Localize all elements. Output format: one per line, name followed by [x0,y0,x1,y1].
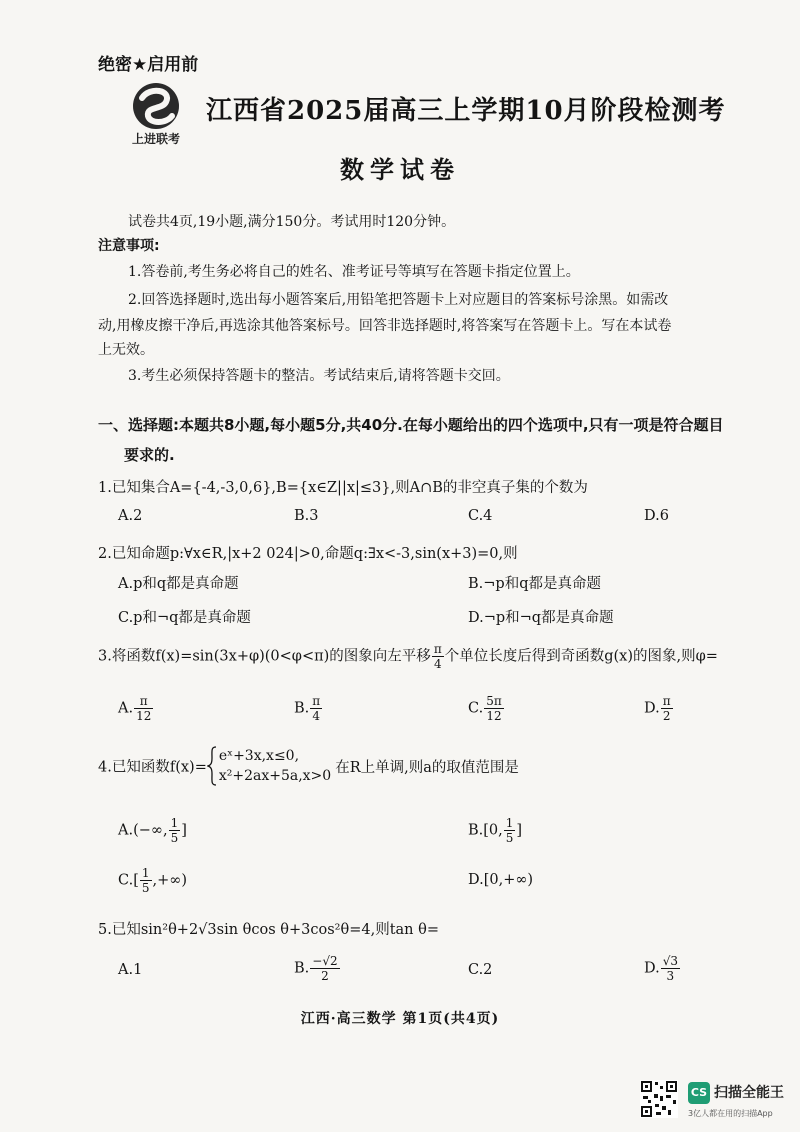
q2-option-c: C.p和¬q都是真命题 [118,610,251,626]
fraction-denominator: 5 [505,831,514,845]
option-label: B. [294,700,310,717]
option-label: D. [644,960,660,977]
option-fraction [661,694,673,723]
q2-option-a: A.p和q都是真命题 [118,576,239,592]
qr-code-icon [640,1080,678,1118]
q2-option-b: B.¬p和q都是真命题 [468,576,601,592]
q3-shift-fraction [432,642,444,671]
q4-stem-part-b: 在R上单调,则a的取值范围是 [335,759,519,776]
fraction-denominator: 12 [136,709,152,723]
interval-close: ] [516,822,523,839]
fraction-denominator: 2 [662,709,671,723]
section-heading: 一、选择题:本题共8小题,每小题5分,共40分.在每小题给出的四个选项中,只有一项是符合题目 [98,416,724,434]
fraction-denominator: 3 [666,969,675,983]
fraction-denominator: 2 [321,969,329,983]
option-label: A. [118,700,134,717]
q3-stem-part-b: 个单位长度后得到奇函数g(x)的图象,则φ= [444,648,718,665]
q4-option-d: D.[0,+∞) [468,872,534,888]
question-1-stem: 1.已知集合A={-4,-3,0,6},B={x∈Z||x|≤3},则A∩B的非空真子集的个数为 [98,480,588,496]
q5-option-d [644,954,681,983]
logo-text: 上进联考 [131,132,180,146]
question-3-stem [98,642,718,671]
piecewise-case-1: eˣ+3x,x≤0, [218,748,300,764]
fraction-numerator: π [433,642,442,656]
exam-logo [120,80,192,150]
option-label: C. [118,872,134,889]
fraction-numerator: 1 [141,866,150,880]
scanner-app-name: 扫描全能王 [714,1085,784,1101]
fraction-numerator: π [312,694,321,708]
fraction-numerator: 1 [170,816,179,830]
left-brace-icon [207,746,217,786]
q1-option-c: C.4 [468,508,493,524]
q2-option-d: D.¬p和¬q都是真命题 [468,610,614,626]
q3-option-a [118,694,154,723]
scanner-tagline: 3亿人都在用的扫描App [688,1109,773,1118]
q4-option-a [118,816,187,845]
q3-stem-part-a: 3.将函数f(x)=sin(3x+φ)(0<φ<π)的图象向左平移 [98,648,431,665]
page-footer: 江西·高三数学 第1页(共4页) [300,1011,500,1027]
interval-open: (−∞, [133,822,168,839]
option-label: B. [468,822,484,839]
notice-item: 3.考生必须保持答题卡的整洁。考试结束后,请将答题卡交回。 [128,368,510,384]
option-fraction [504,816,516,845]
option-label: A. [118,822,134,839]
fraction-denominator: 12 [486,709,502,723]
q4-option-b [468,816,522,845]
q3-option-d [644,694,674,723]
notice-heading: 注意事项: [98,238,160,254]
option-fraction [661,954,680,983]
interval-open: [0, [483,822,503,839]
exam-subject: 数学试卷 [340,156,460,184]
fraction-numerator: π [662,694,671,708]
confidential-label: 绝密★启用前 [98,55,199,75]
q4-option-c [118,866,187,895]
option-fraction [310,694,322,723]
option-fraction [484,694,504,723]
section-heading-cont: 要求的. [124,446,175,464]
q5-option-c: C.2 [468,962,493,978]
notice-item: 动,用橡皮擦干净后,再选涂其他答案标号。回答非选择题时,将答案写在答题卡上。写在本试卷 [98,318,672,334]
question-2-stem: 2.已知命题p:∀x∈R,|x+2 024|>0,命题q:∃x<-3,sin(x+3)=0,则 [98,546,518,562]
q4-stem-part-a: 4.已知函数f(x)= [98,759,207,776]
camscanner-logo-icon: CS [688,1082,710,1104]
logo-swirl-icon [120,80,192,132]
exam-title: 江西省2025届高三上学期10月阶段检测考 [206,96,726,126]
exam-info: 试卷共4页,19小题,满分150分。考试用时120分钟。 [128,214,456,230]
piecewise-case-2: x²+2ax+5a,x>0 [218,768,332,784]
q3-option-b [294,694,323,723]
fraction-denominator: 5 [170,831,179,845]
q1-option-a: A.2 [118,508,143,524]
q5-option-b [294,954,341,983]
fraction-denominator: 5 [141,881,150,895]
option-label: D. [644,700,660,717]
option-fraction [169,816,181,845]
interval-close: ] [181,822,187,839]
option-fraction [310,954,339,983]
fraction-numerator: 1 [505,816,514,830]
fraction-numerator: π [134,694,153,709]
interval-open: [ [133,872,139,889]
notice-item: 1.答卷前,考生务必将自己的姓名、准考证号等填写在答题卡指定位置上。 [128,264,580,280]
q1-option-d: D.6 [644,508,669,524]
option-label: C. [468,700,484,717]
notice-item: 上无效。 [98,342,154,358]
option-label: B. [294,960,310,977]
fraction-denominator: 4 [312,709,321,723]
fraction-numerator: √3 [662,954,678,968]
fraction-numerator: −√2 [312,954,338,968]
q5-option-a: A.1 [118,962,143,978]
fraction-denominator: 4 [433,657,442,671]
question-5-stem: 5.已知sin²θ+2√3sin θcos θ+3cos²θ=4,则tan θ= [98,922,440,938]
question-4-stem [98,746,519,786]
interval-close: ,+∞) [152,872,187,889]
q3-option-c [468,694,505,723]
fraction-numerator: 5π [486,694,502,708]
q1-option-b: B.3 [294,508,319,524]
piecewise-function [207,746,331,786]
notice-item: 2.回答选择题时,选出每小题答案后,用铅笔把答题卡上对应题目的答案标号涂黑。如需改 [128,292,669,308]
option-fraction [134,694,153,723]
option-fraction [140,866,152,895]
